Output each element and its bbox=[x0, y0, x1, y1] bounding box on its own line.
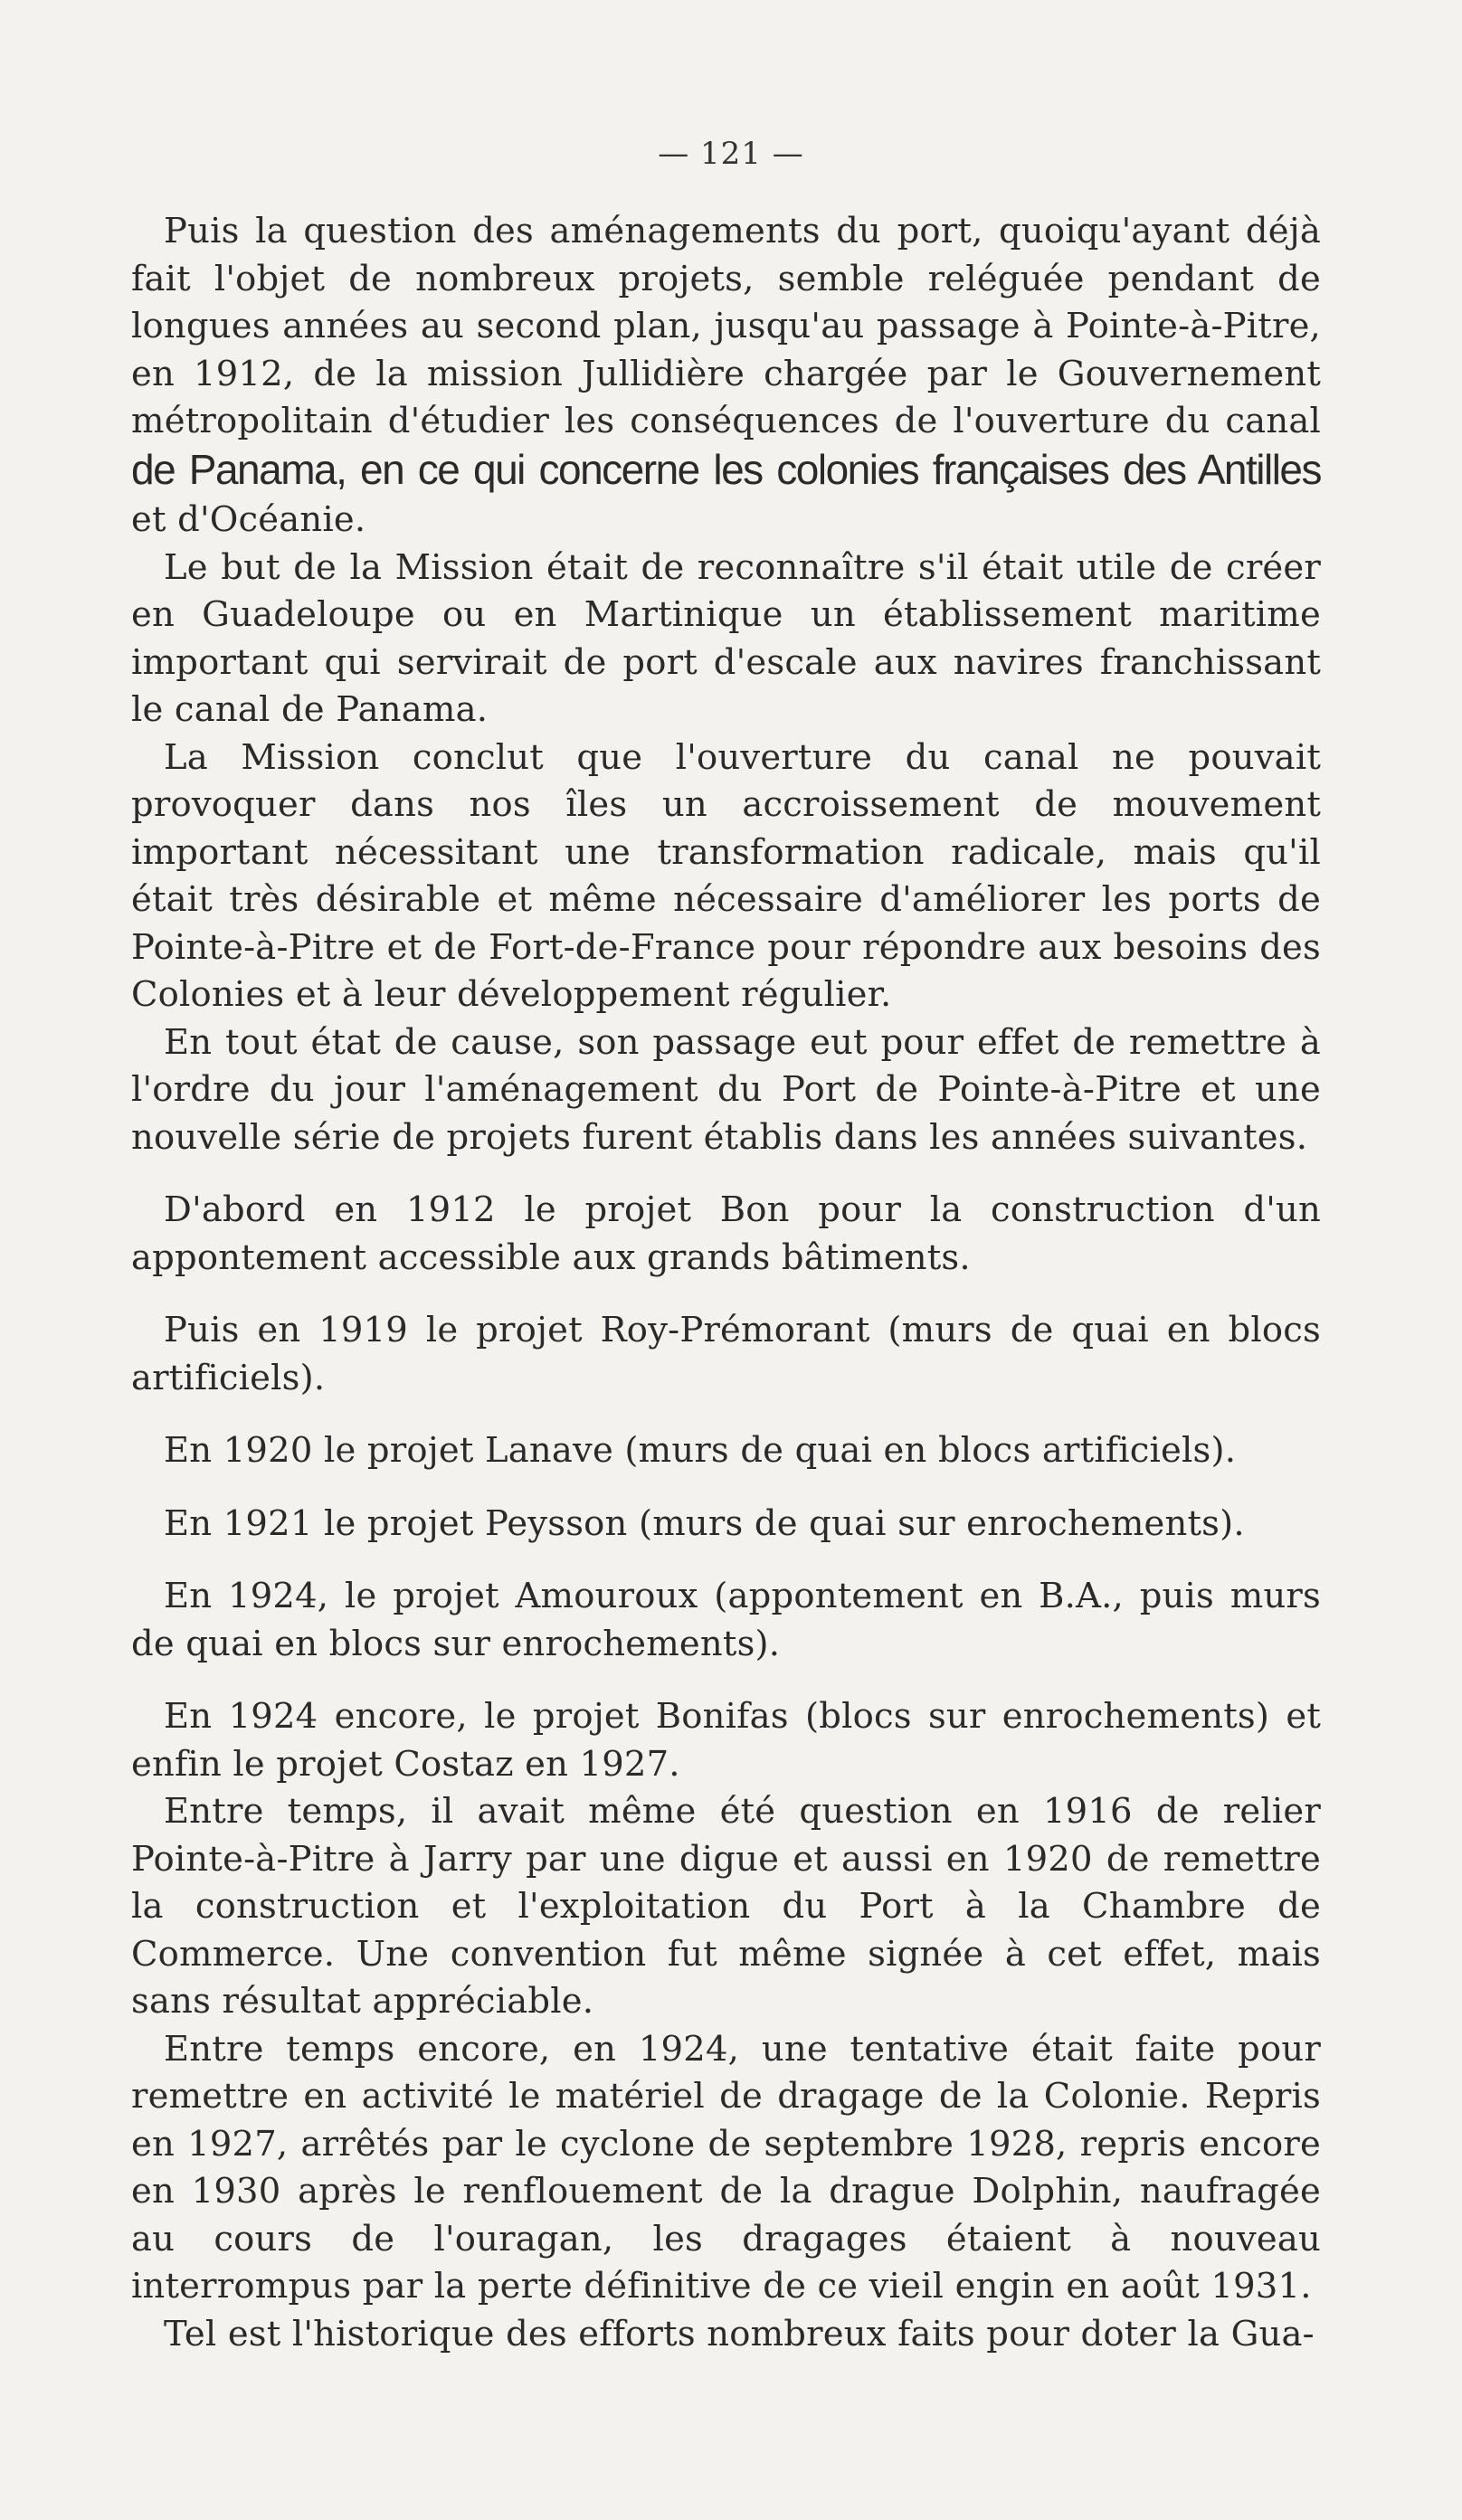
paragraph-project-amouroux: En 1924, le projet Amouroux (appontement en B.A., puis murs de quai en blocs sur enrochements). bbox=[131, 1576, 1321, 1664]
paragraph-project-peysson: En 1921 le projet Peysson (murs de quai sur enrochements). bbox=[164, 1502, 1245, 1544]
body-text bbox=[131, 208, 1321, 2358]
paragraph-enlarged-text: de Panama, en ce qui concerne les colonies françaises des Antilles bbox=[131, 445, 1321, 493]
paragraph-mission-conclusion: La Mission conclut que l'ouverture du canal ne pouvait provoquer dans nos îles un accroissement de mouvement important nécessitant une transformation radicale, mais qu'il était très désirable et même nécessaire d'améliorer les ports de Pointe-à-Pitre et de Fort-de-France pour répondre aux besoins des Colonies et à leur développement régulier. bbox=[131, 736, 1321, 1015]
paragraph-text: et d'Océanie. bbox=[131, 499, 366, 540]
paragraph-project-roy-premorant: Puis en 1919 le projet Roy-Prémorant (murs de quai en blocs artificiels). bbox=[131, 1310, 1321, 1398]
paragraph-text: Puis la question des aménagements du port, quoiqu'ayant déjà fait l'objet de nombreux projets, semble reléguée pendant de longues années au second plan, jusqu'au passage à Pointe-à-Pitre, en 1912, de la mission Jullidière chargée par le Gouvernement métropolitain d'étudier les conséquences de l'ouverture du canal bbox=[131, 211, 1321, 441]
paragraph-historique: Tel est l'historique des efforts nombreux faits pour doter la Gua- bbox=[164, 2313, 1315, 2354]
paragraph-project-lanave: En 1920 le projet Lanave (murs de quai en blocs artificiels). bbox=[164, 1430, 1237, 1471]
paragraph-project-bon: D'abord en 1912 le projet Bon pour la construction d'un appontement accessible aux grands bâtiments. bbox=[131, 1189, 1321, 1278]
paragraph-digue-convention: Entre temps, il avait même été question en 1916 de relier Pointe-à-Pitre à Jarry par une digue et aussi en 1920 de remettre la construction et l'exploitation du Port à la Chambre de Commerce. Une convention fut même signée à cet effet, mais sans résultat appréciable. bbox=[131, 1791, 1321, 2022]
page-number: — 121 — bbox=[658, 136, 804, 172]
paragraph-mission-jullidiere bbox=[131, 208, 1321, 545]
paragraph-mission-goal: Le but de la Mission était de reconnaître s'il était utile de créer en Guadeloupe ou en Martinique un établissement maritime important qui servirait de port d'escale aux navires franchissant le canal de Panama. bbox=[131, 546, 1321, 730]
paragraph-project-bonifas-costaz: En 1924 encore, le projet Bonifas (blocs sur enrochements) et enfin le projet Costaz en 1927. bbox=[131, 1696, 1321, 1785]
paragraph-dragage: Entre temps encore, en 1924, une tentative était faite pour remettre en activité le matériel de dragage de la Colonie. Repris en 1927, arrêtés par le cyclone de septembre 1928, repris encore en 1930 après le renflouement de la drague Dolphin, naufragée au cours de l'ouragan, les dragages étaient à nouveau interrompus par la perte définitive de ce vieil engin en août 1931. bbox=[131, 2028, 1321, 2307]
paragraph-new-projects: En tout état de cause, son passage eut pour effet de remettre à l'ordre du jour l'aménagement du Port de Pointe-à-Pitre et une nouvelle série de projets furent établis dans les années suivantes. bbox=[131, 1021, 1321, 1158]
